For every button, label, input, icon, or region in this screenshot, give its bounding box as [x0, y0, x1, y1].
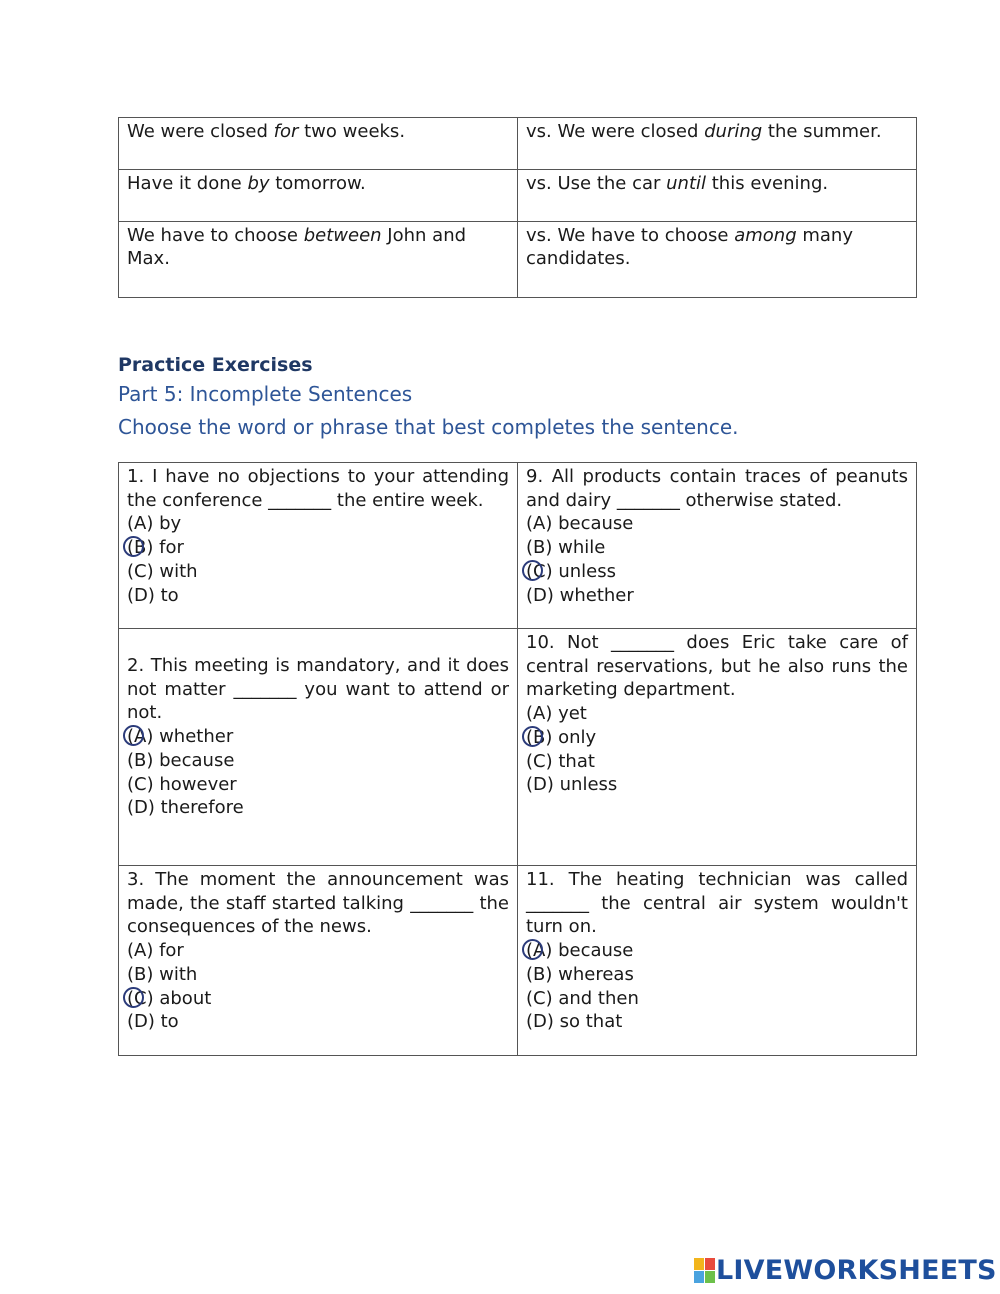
option-letter: (C)	[526, 750, 553, 772]
option-text: because	[153, 749, 235, 771]
question-text: 1. I have no objections to your attending the conference _______ the entire week.	[127, 466, 509, 511]
question-text: 9. All products contain traces of peanuts and dairy _______ otherwise stated.	[526, 466, 908, 511]
option-d[interactable]	[127, 1010, 509, 1034]
example-row	[119, 170, 917, 222]
option-b[interactable]	[526, 726, 908, 750]
option-letter-selected: (C)	[127, 987, 154, 1009]
option-text: however	[153, 773, 237, 795]
example-right: vs. We were closed during the summer.	[518, 118, 917, 170]
question-3	[119, 866, 518, 1056]
instruction-text: Choose the word or phrase that best completes the sentence.	[118, 415, 739, 439]
option-a[interactable]	[127, 512, 509, 536]
option-c[interactable]	[526, 750, 908, 774]
option-a[interactable]	[127, 725, 509, 749]
option-letter: (B)	[526, 537, 553, 559]
question-text: 10. Not _______ does Eric take care of central reservations, but he also runs the marketing department.	[526, 632, 908, 701]
question-9	[518, 463, 917, 629]
option-b[interactable]	[127, 536, 509, 560]
option-text: to	[154, 1011, 179, 1033]
example-left: We have to choose between John and Max.	[119, 222, 518, 298]
option-d[interactable]	[127, 584, 509, 608]
option-text: to	[154, 584, 179, 606]
option-d[interactable]	[526, 773, 908, 797]
option-a[interactable]	[526, 512, 908, 536]
question-11	[518, 866, 917, 1056]
brand-name: LIVEWORKSHEETS	[716, 1254, 997, 1286]
option-text: whether	[553, 584, 634, 606]
option-letter-selected: (A)	[526, 940, 553, 962]
option-text: unless	[552, 560, 616, 582]
liveworksheets-logo[interactable]	[694, 1256, 997, 1284]
option-a[interactable]	[526, 939, 908, 963]
option-c[interactable]	[127, 560, 509, 584]
option-letter: (B)	[127, 963, 154, 985]
option-letter: (C)	[526, 987, 553, 1009]
option-text: with	[153, 560, 198, 582]
section-title: Practice Exercises	[118, 354, 313, 376]
option-text: because	[552, 940, 634, 962]
option-text: because	[552, 513, 634, 535]
option-letter: (D)	[127, 797, 155, 819]
option-letter: (D)	[526, 584, 554, 606]
question-text: 2. This meeting is mandatory, and it does not matter _______ you want to attend or not.	[127, 655, 509, 724]
option-letter-selected: (B)	[526, 726, 553, 748]
option-text: unless	[553, 774, 618, 796]
question-row	[119, 629, 917, 866]
option-letter: (A)	[526, 513, 553, 535]
option-letter: (A)	[127, 940, 154, 962]
option-text: about	[153, 987, 212, 1009]
example-row	[119, 222, 917, 298]
option-letter: (C)	[127, 773, 154, 795]
option-c[interactable]	[127, 987, 509, 1011]
option-text: whereas	[552, 963, 634, 985]
option-b[interactable]	[526, 963, 908, 987]
example-right: vs. Use the car until this evening.	[518, 170, 917, 222]
option-text: that	[552, 750, 595, 772]
example-left: Have it done by tomorrow.	[119, 170, 518, 222]
question-text: 11. The heating technician was called _______ the central air system wouldn't turn on.	[526, 869, 908, 938]
option-letter: (D)	[526, 774, 554, 796]
option-letter: (B)	[526, 963, 553, 985]
option-letter-selected: (B)	[127, 537, 154, 559]
option-text: with	[153, 963, 198, 985]
example-left: We were closed for two weeks.	[119, 118, 518, 170]
option-letter: (A)	[127, 513, 154, 535]
option-letter: (A)	[526, 703, 553, 725]
question-1	[119, 463, 518, 629]
option-text: so that	[553, 1011, 623, 1033]
option-c[interactable]	[127, 773, 509, 797]
option-c[interactable]	[526, 987, 908, 1011]
examples-table	[118, 117, 917, 298]
option-letter-selected: (C)	[526, 560, 553, 582]
option-letter-selected: (A)	[127, 726, 154, 748]
option-a[interactable]	[127, 939, 509, 963]
option-c[interactable]	[526, 560, 908, 584]
option-text: and then	[552, 987, 639, 1009]
questions-table	[118, 462, 917, 1056]
question-row	[119, 463, 917, 629]
option-text: while	[552, 537, 606, 559]
question-2	[119, 629, 518, 866]
option-text: for	[153, 537, 184, 559]
option-text: therefore	[154, 797, 244, 819]
option-d[interactable]	[127, 796, 509, 820]
option-d[interactable]	[526, 1010, 908, 1034]
option-letter: (B)	[127, 749, 154, 771]
option-b[interactable]	[127, 963, 509, 987]
part-title: Part 5: Incomplete Sentences	[118, 382, 413, 406]
example-right: vs. We have to choose among many candidates.	[518, 222, 917, 298]
option-letter: (D)	[127, 584, 155, 606]
option-text: only	[552, 726, 597, 748]
liveworksheets-logo-icon	[694, 1258, 714, 1282]
question-10	[518, 629, 917, 866]
option-b[interactable]	[127, 749, 509, 773]
option-text: yet	[552, 703, 587, 725]
example-row	[119, 118, 917, 170]
option-letter: (D)	[526, 1011, 554, 1033]
question-text: 3. The moment the announcement was made, the staff started talking _______ the consequences of the news.	[127, 869, 509, 938]
option-text: by	[153, 513, 182, 535]
option-text: whether	[153, 726, 234, 748]
option-text: for	[153, 940, 184, 962]
option-a[interactable]	[526, 702, 908, 726]
option-d[interactable]	[526, 584, 908, 608]
question-row	[119, 866, 917, 1056]
option-b[interactable]	[526, 536, 908, 560]
option-letter: (D)	[127, 1011, 155, 1033]
option-letter: (C)	[127, 560, 154, 582]
